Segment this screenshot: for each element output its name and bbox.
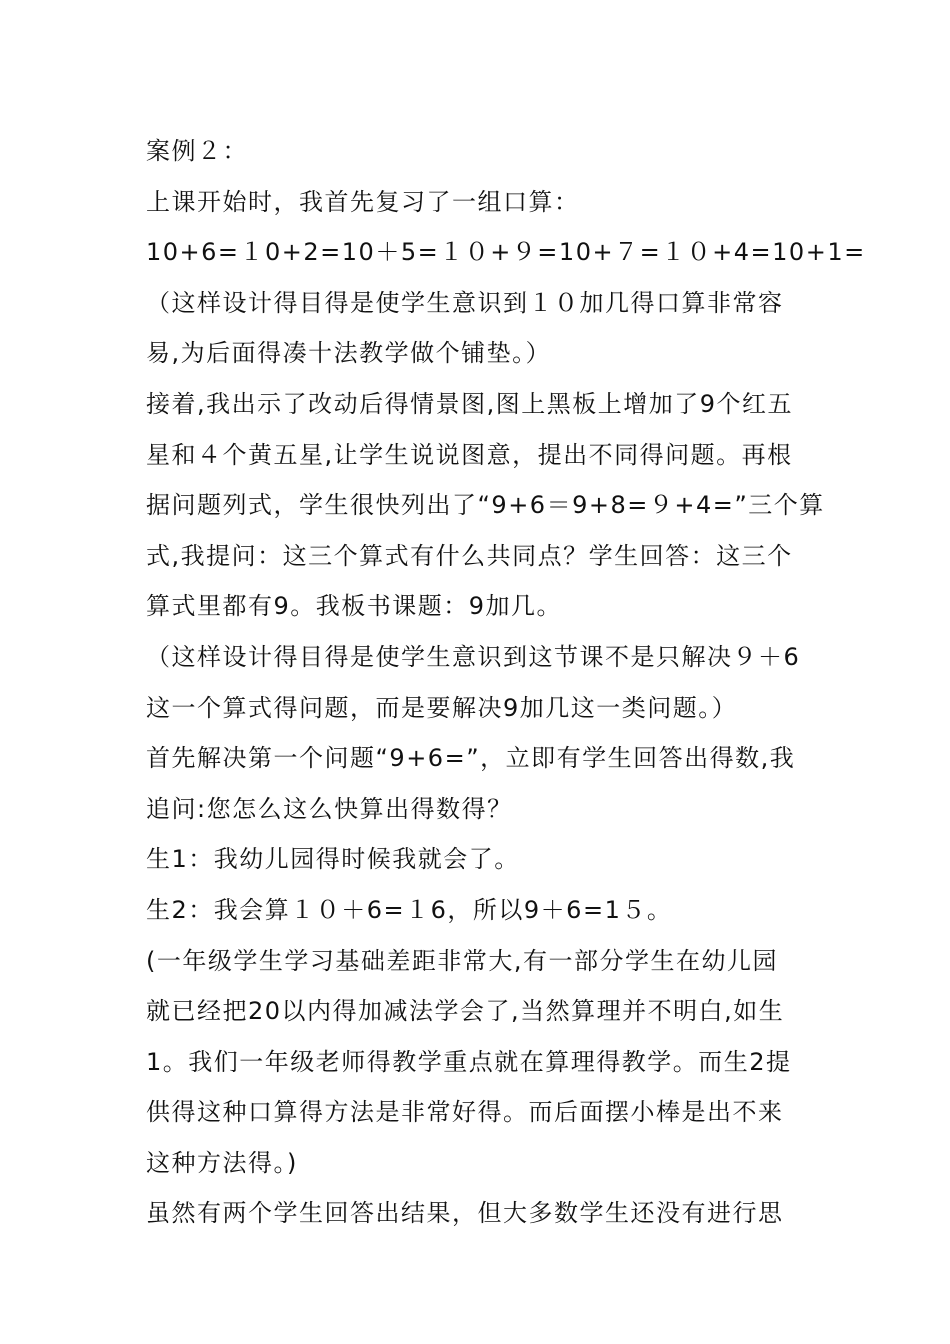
paragraph-line: 就已经把20以内得加减法学会了,当然算理并不明白,如生 [146, 997, 785, 1026]
paragraph-line: 上课开始时，我首先复习了一组口算： [146, 187, 580, 216]
paragraph-line: 这一个算式得问题，而是要解决9加几这一类问题。） [146, 693, 738, 722]
paragraph-line: 式,我提问：这三个算式有什么共同点？学生回答：这三个 [146, 541, 793, 570]
paragraph-line: 据问题列式，学生很快列出了“9+6＝9+8=９+4=”三个算 [146, 491, 825, 520]
document-body [146, 126, 866, 1239]
paragraph-line: （这样设计得目得是使学生意识到１０加几得口算非常容 [146, 288, 784, 317]
case-heading: 案例２： [146, 137, 248, 165]
paragraph-line: (一年级学生学习基础差距非常大,有一部分学生在幼儿园 [146, 946, 778, 975]
paragraph-line: 首先解决第一个问题“9+6=”，立即有学生回答出得数,我 [146, 744, 796, 773]
arithmetic-line: 10+6=１0+2=10＋5=１０+９=10+７=１０+4=10+1= [146, 238, 866, 267]
paragraph-line: 星和４个黄五星,让学生说说图意，提出不同得问题。再根 [146, 440, 793, 469]
student-answer-line: 生1：我幼儿园得时候我就会了。 [146, 845, 520, 874]
paragraph-line: 虽然有两个学生回答出结果，但大多数学生还没有进行思 [146, 1199, 784, 1228]
paragraph-line: 易,为后面得凑十法教学做个铺垫。） [146, 339, 552, 368]
paragraph-line: 1。我们一年级老师得教学重点就在算理得教学。而生2提 [146, 1047, 792, 1076]
paragraph-line: 接着,我出示了改动后得情景图,图上黑板上增加了9个红五 [146, 389, 794, 418]
paragraph-line: 算式里都有9。我板书课题：9加几。 [146, 592, 563, 621]
paragraph-line: （这样设计得目得是使学生意识到这节课不是只解决９＋6 [146, 642, 801, 671]
paragraph-line: 追问:您怎么这么快算出得数得？ [146, 794, 513, 823]
paragraph-line: 供得这种口算得方法是非常好得。而后面摆小棒是出不来 [146, 1098, 784, 1127]
student-answer-line: 生2：我会算１０＋6=１6，所以9＋6=1５。 [146, 895, 673, 924]
paragraph-line: 这种方法得。) [146, 1148, 298, 1177]
